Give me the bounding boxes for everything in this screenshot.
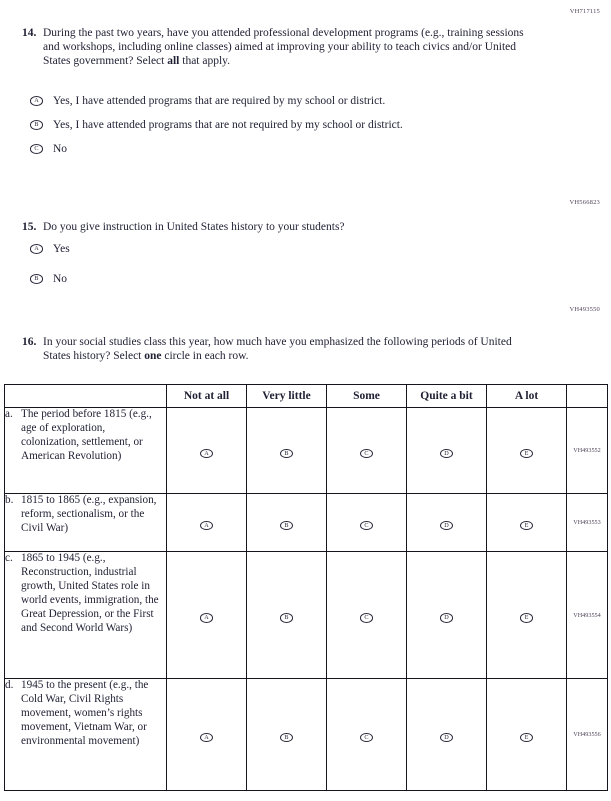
question-16-text: In your social studies class this year, how much have you emphasized the following periods of United States history? Select one circle in each row. xyxy=(43,336,512,362)
question-code-q16: VH493550 xyxy=(569,306,600,313)
answer-bubble-icon[interactable]: B xyxy=(30,120,43,130)
row-a-code: VH493552 xyxy=(567,408,608,494)
header-very-little: Very little xyxy=(247,385,327,408)
q14-option-a-label: Yes, I have attended programs that are required by my school or district. xyxy=(53,95,386,107)
question-15-text: Do you give instruction in United States history to your students? xyxy=(43,221,345,233)
table-row-a xyxy=(5,408,608,494)
q14-option-c[interactable] xyxy=(30,143,67,155)
question-16-number: 16. xyxy=(22,336,37,348)
row-a-description: a. The period before 1815 (e.g., age of exploration, colonization, settlement, or American Revolution) xyxy=(5,408,167,494)
answer-bubble-icon[interactable]: C xyxy=(30,144,43,154)
bold-word-all: all xyxy=(167,54,180,67)
answer-bubble-icon[interactable]: C xyxy=(360,521,373,531)
answer-bubble-icon[interactable]: A xyxy=(200,521,213,531)
q15-option-yes-label: Yes xyxy=(53,243,70,255)
answer-bubble-icon[interactable]: E xyxy=(520,521,533,531)
table-header-row xyxy=(5,385,608,408)
header-quite-a-bit: Quite a bit xyxy=(407,385,487,408)
answer-bubble-icon[interactable]: D xyxy=(440,733,453,743)
row-b-description: b. 1815 to 1865 (e.g., expansion, reform, sectionalism, or the Civil War) xyxy=(5,494,167,552)
header-code-blank xyxy=(567,385,608,408)
row-c-description: c. 1865 to 1945 (e.g., Reconstruction, industrial growth, United States role in world events, immigration, the Great Depression, or the First and Second World Wars) xyxy=(5,552,167,679)
table-row-d xyxy=(5,679,608,791)
q15-option-yes[interactable] xyxy=(30,243,70,255)
q14-option-a[interactable] xyxy=(30,95,385,107)
row-d-code: VH493556 xyxy=(567,679,608,791)
header-a-lot: A lot xyxy=(487,385,567,408)
row-c-code: VH493554 xyxy=(567,552,608,679)
answer-bubble-icon[interactable]: E xyxy=(520,613,533,623)
answer-bubble-icon[interactable]: A xyxy=(200,613,213,623)
answer-bubble-icon[interactable]: D xyxy=(440,449,453,459)
answer-bubble-icon[interactable]: A xyxy=(30,244,43,254)
q14-option-b[interactable] xyxy=(30,119,403,131)
answer-bubble-icon[interactable]: B xyxy=(280,521,293,531)
header-some: Some xyxy=(327,385,407,408)
q15-option-no-label: No xyxy=(53,273,68,285)
question-16 xyxy=(22,336,529,364)
answer-bubble-icon[interactable]: C xyxy=(360,613,373,623)
answer-bubble-icon[interactable]: E xyxy=(520,733,533,743)
answer-bubble-icon[interactable]: A xyxy=(30,96,43,106)
question-15 xyxy=(22,221,529,235)
answer-bubble-icon[interactable]: B xyxy=(280,613,293,623)
question-14-text: During the past two years, have you attended professional development programs (e.g., training sessions and workshops, including online classes) aimed at improving your ability to teach civics and/or United States government? Select all that apply. xyxy=(43,27,524,67)
q15-option-no[interactable] xyxy=(30,273,67,285)
answer-bubble-icon[interactable]: B xyxy=(280,733,293,743)
answer-bubble-icon[interactable]: D xyxy=(440,521,453,531)
answer-bubble-icon[interactable]: A xyxy=(200,733,213,743)
question-code-q15: VH566823 xyxy=(569,199,600,206)
question-15-number: 15. xyxy=(22,221,37,233)
answer-bubble-icon[interactable]: C xyxy=(360,449,373,459)
answer-bubble-icon[interactable]: D xyxy=(440,613,453,623)
question-14-number: 14. xyxy=(22,27,37,39)
table-row-c xyxy=(5,552,608,679)
header-blank xyxy=(5,385,167,408)
answer-bubble-icon[interactable]: B xyxy=(280,449,293,459)
table-row-b xyxy=(5,494,608,552)
question-code-q14: VH717115 xyxy=(569,8,600,15)
question-14 xyxy=(22,27,529,69)
row-d-description: d. 1945 to the present (e.g., the Cold War, Civil Rights movement, women’s rights movement, Vietnam War, or environmental movement) xyxy=(5,679,167,791)
bold-word-one: one xyxy=(144,349,162,362)
answer-bubble-icon[interactable]: E xyxy=(520,449,533,459)
header-not-at-all: Not at all xyxy=(167,385,247,408)
answer-bubble-icon[interactable]: A xyxy=(200,449,213,459)
q14-option-c-label: No xyxy=(53,143,68,155)
answer-bubble-icon[interactable]: C xyxy=(360,733,373,743)
answer-bubble-icon[interactable]: B xyxy=(30,274,43,284)
row-b-code: VH493553 xyxy=(567,494,608,552)
q16-emphasis-table xyxy=(4,384,608,791)
q14-option-b-label: Yes, I have attended programs that are not required by my school or district. xyxy=(53,119,403,131)
